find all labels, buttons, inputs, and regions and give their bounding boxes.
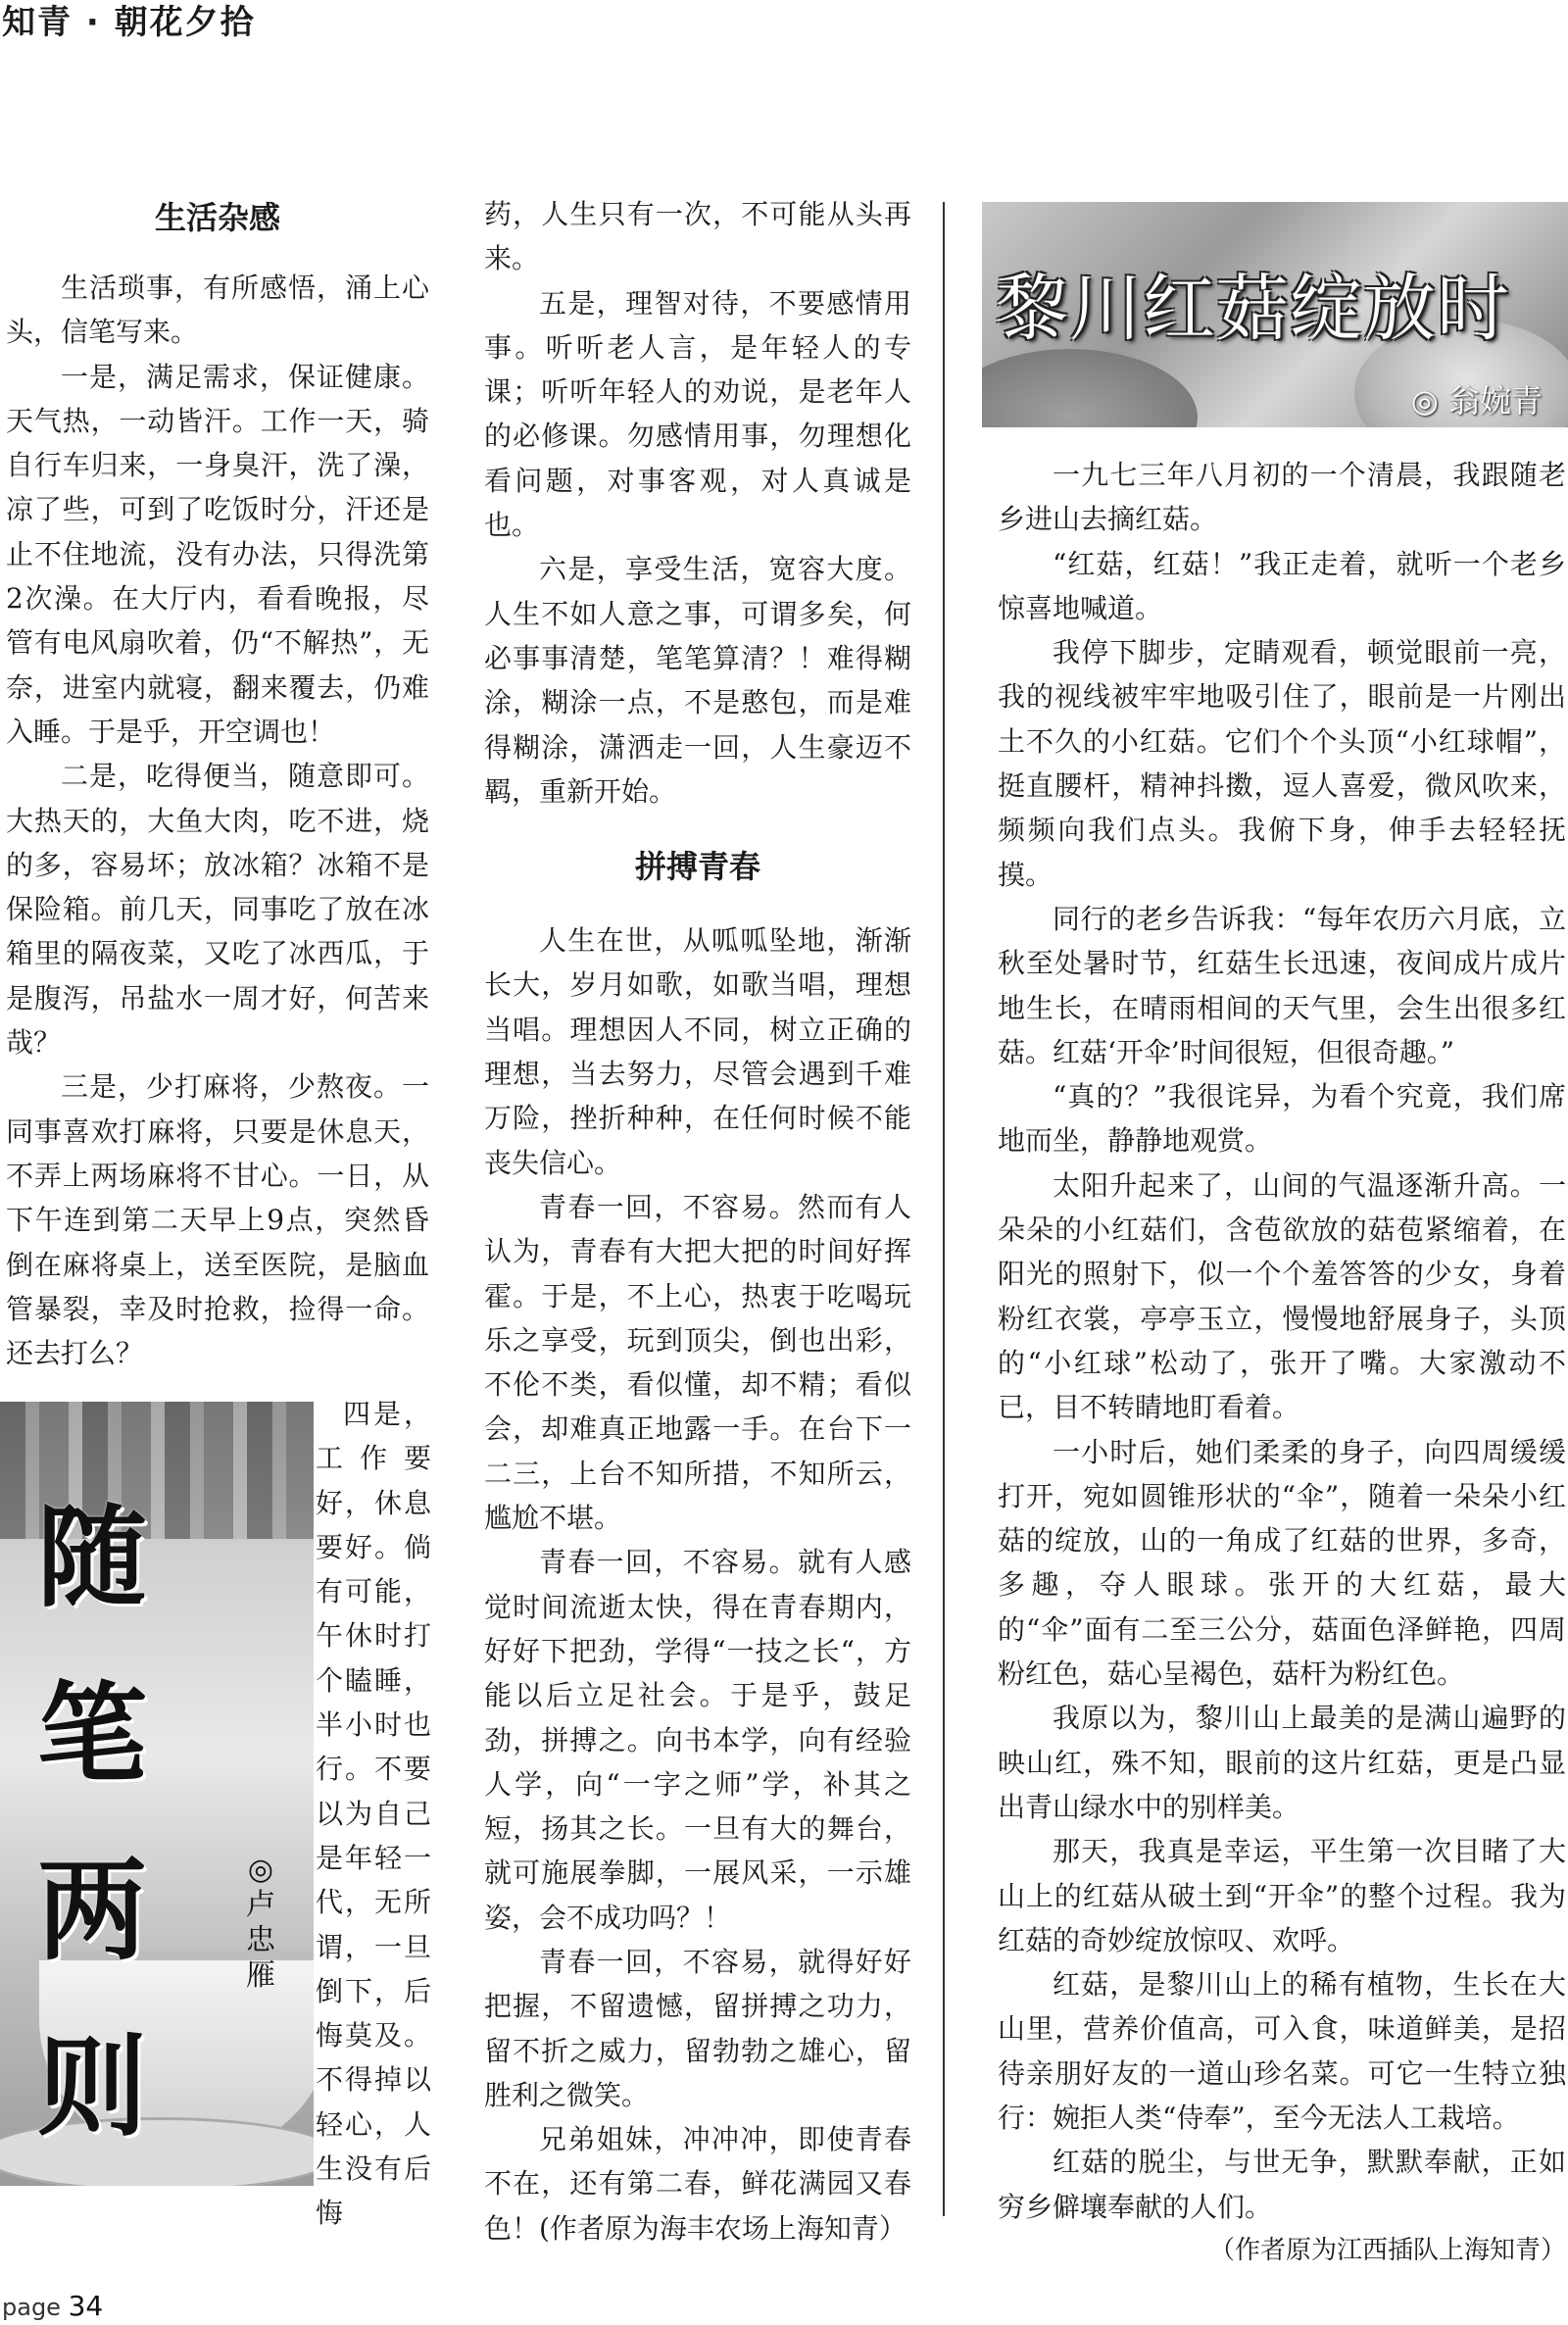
column-1-wrap	[316, 1392, 431, 2236]
page-number	[2, 2290, 103, 2322]
paragraph: 兄弟姐妹，冲冲冲，即使青春不在，还有第二春，鲜花满园又春色！(作者原为海丰农场上海知青）	[484, 2123, 911, 2245]
paragraph: 我停下脚步，定睛观看，顿觉眼前一亮，我的视线被牢牢地吸引住了，眼前是一片刚出土不久的小红菇。它们个个头顶“小红球帽”，挺直腰杆，精神抖擞，逗人喜爱，微风吹来，频频向我们点头。我俯下身，伸手去轻轻抚摸。	[998, 636, 1566, 891]
series-title-char: 笔	[37, 1670, 147, 1799]
paragraph: 药，人生只有一次，不可能从头再来。	[484, 198, 911, 275]
series-title-char: 两	[37, 1847, 147, 1975]
paragraph: 五是，理智对待，不要感情用事。听听老人言，是年轻人的专课；听听年轻人的劝说，是老年人的必修课。勿感情用事，勿理想化看问题，对事客观，对人真诚是也。	[484, 286, 911, 542]
series-title-char: 随	[37, 1494, 147, 1622]
paragraph: 同行的老乡告诉我：“每年农历六月底，立秋至处暑时节，红菇生长迅速，夜间成片成片地生长，在晴雨相间的天气里，会生出很多红菇。红菇‘开伞’时间很短，但很奇趣。”	[998, 902, 1566, 1068]
page-label: page	[2, 2294, 61, 2321]
paragraph: 一小时后，她们柔柔的身子，向四周缓缓打开，宛如圆锥形状的“伞”，随着一朵朵小红菇的绽放，山的一角成了红菇的世界，多奇，多趣，夺人眼球。张开的大红菇，最大的“伞”面有二至三公分，菇面色泽鲜艳，四周粉红色，菇心呈褐色，菇杆为粉红色。	[998, 1435, 1566, 1691]
essay-illustration	[0, 1402, 314, 2186]
column-3	[998, 453, 1566, 2273]
paragraph: 那天，我真是幸运，平生第一次目睹了大山上的红菇从破土到“开伞”的整个过程。我为红菇的奇妙绽放惊叹、欢呼。	[998, 1835, 1566, 1956]
page-number-value: 34	[68, 2290, 104, 2322]
paragraph: 太阳升起来了，山间的气温逐渐升高。一朵朵的小红菇们，含苞欲放的菇苞紧缩着，在阳光的照射下，似一个个羞答答的少女，身着粉红衣裳，亭亭玉立，慢慢地舒展身子，头顶的“小红球”松动了，张开了嘴。大家激动不已，目不转睛地盯看着。	[998, 1168, 1566, 1424]
column-1	[6, 196, 429, 1375]
author-byline: ◎卢忠雁	[246, 1853, 275, 1993]
article-banner-photo	[982, 202, 1568, 427]
series-title-char: 则	[37, 2023, 147, 2152]
paragraph: “真的？”我很诧异，为看个究竟，我们席地而坐，静静地观赏。	[998, 1080, 1566, 1158]
paragraph: 二是，吃得便当，随意即可。大热天的，大鱼大肉，吃不进，烧的多，容易坏；放冰箱？冰箱不是保险箱。前几天，同事吃了放在冰箱里的隔夜菜，又吃了冰西瓜，于是腹泻，吊盐水一周才好，何苦来哉？	[6, 760, 429, 1060]
article-title-youth: 拼搏青春	[634, 848, 760, 886]
paragraph: 青春一回，不容易。就有人感觉时间流逝太快，得在青春期内，好好下把劲，学得“一技之长“，方能以后立足社会。于是乎，鼓足劲，拼搏之。向书本学，向有经验人学，向“一字之师”学，补其之短，扬其之长。一旦有大的舞台，就可施展拳脚，一展风采，一示雄姿，会不成功吗？！	[484, 1546, 911, 1934]
paragraph: 青春一回，不容易，就得好好把握，不留遗憾，留拼搏之功力，留不折之威力，留勃勃之雄心，留胜利之微笑。	[484, 1945, 911, 2111]
paragraph: 红菇的脱尘，与世无争，默默奉献，正如穷乡僻壤奉献的人们。	[998, 2146, 1566, 2223]
paragraph: 生活琐事，有所感悟，涌上心头，信笔写来。	[6, 272, 429, 349]
paragraph: 六是，享受生活，宽容大度。人生不如人意之事，可谓多矣，何必事事清楚，笔笔算清？！难得糊涂，糊涂一点，不是憨包，而是难得糊涂，潇洒走一回，人生豪迈不羁，重新开始。	[484, 553, 911, 808]
paragraph: 红菇，是黎川山上的稀有植物，生长在大山里，营养价值高，可入食，味道鲜美，是招待亲朋好友的一道山珍名菜。可它一生特立独行：婉拒人类“侍奉”，至今无法人工栽培。	[998, 1968, 1566, 2134]
paragraph: 人生在世，从呱呱坠地，渐渐长大，岁月如歌，如歌当唱，理想当唱。理想因人不同，树立正确的理想，当去努力，尽管会遇到千难万险，挫折种种，在任何时候不能丧失信心。	[484, 924, 911, 1179]
column-2	[484, 192, 911, 2251]
article-title-mushroom: 黎川红菇绽放时	[996, 267, 1510, 351]
paragraph: 三是，少打麻将，少熬夜。一同事喜欢打麻将，只要是休息天，不弄上两场麻将不甘心。一日，从下午连到第二天早上9点，突然昏倒在麻将桌上，送至医院，是脑血管暴裂，幸及时抢救，捡得一命。还去打么？	[6, 1070, 429, 1370]
paragraph-wrap: 四是，工作要好，休息要好。倘有可能，午休时打个瞌睡，半小时也行。不要以为自己是年轻一代，无所谓，一旦倒下，后悔莫及。不得掉以轻心，人生没有后悔	[316, 1398, 431, 2230]
paragraph: “红菇，红菇！”我正走着，就听一个老乡惊喜地喊道。	[998, 547, 1566, 624]
paragraph: 我原以为，黎川山上最美的是满山遍野的映山红，殊不知，眼前的这片红菇，更是凸显出青山绿水中的别样美。	[998, 1702, 1566, 1823]
page-header: 知青 · 朝花夕拾	[2, 3, 256, 42]
paragraph: 青春一回，不容易。然而有人认为，青春有大把大把的时间好挥霍。于是，不上心，热衷于吃喝玩乐之享受，玩到顶尖，倒也出彩，不伦不类，看似懂，却不精；看似会，却难真正地露一手。在台下一二三，上台不知所措，不知所云，尴尬不堪。	[484, 1190, 911, 1535]
article-title-life: 生活杂感	[154, 199, 280, 236]
mushroom-shadow-graphic	[982, 349, 1198, 427]
column-divider	[943, 202, 945, 2216]
paragraph: 一九七三年八月初的一个清晨，我跟随老乡进山去摘红菇。	[998, 459, 1566, 536]
author-credit: （作者原为江西插队上海知青）	[1208, 2235, 1566, 2265]
paragraph: 一是，满足需求，保证健康。天气热，一动皆汗。工作一天，骑自行车归来，一身臭汗，洗了澡，凉了些，可到了吃饭时分，汗还是止不住地流，没有办法，只得洗第2次澡。在大厅内，看看晚报，尽管有电风扇吹着，仍“不解热”，无奈，进室内就寝，翻来覆去，仍难入睡。于是乎，开空调也！	[6, 360, 429, 748]
author-byline: ◎ 翁婉青	[1410, 382, 1543, 420]
